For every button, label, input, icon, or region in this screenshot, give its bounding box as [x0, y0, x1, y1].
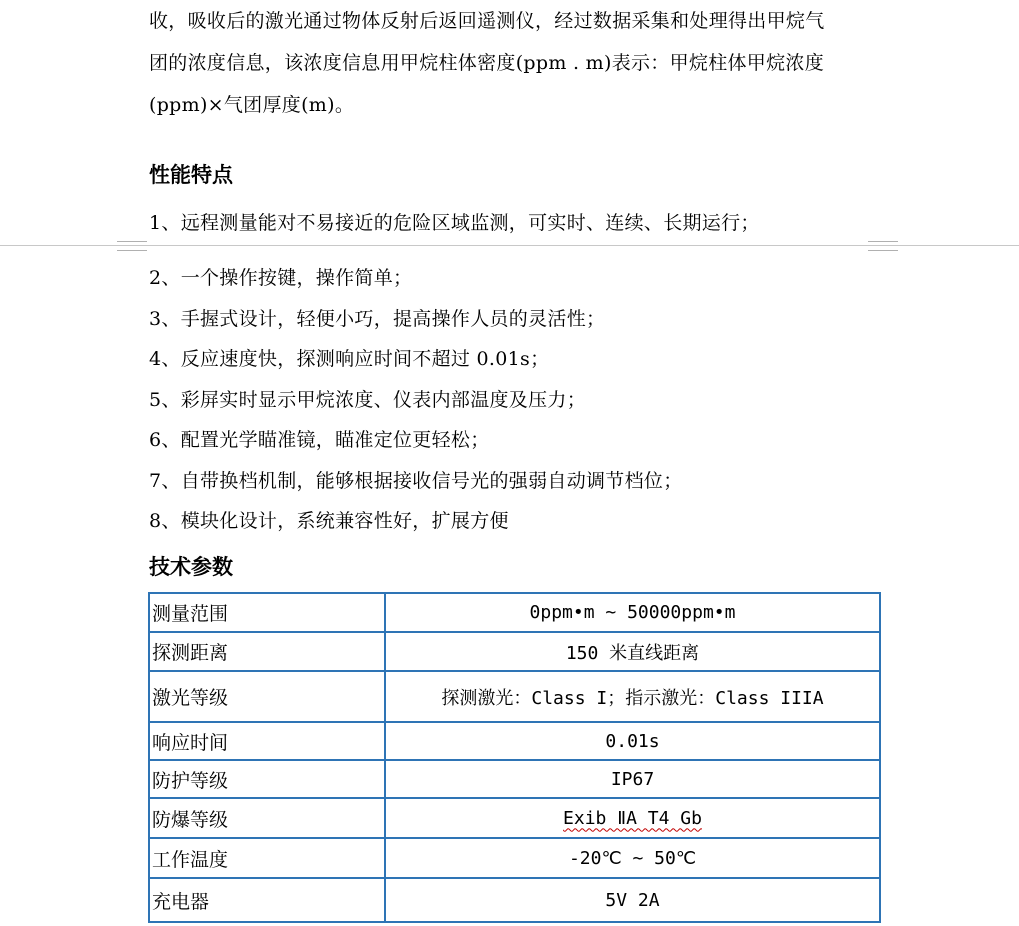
table-row [149, 671, 880, 722]
page-corner-mark-left [117, 239, 147, 253]
spec-value: 探测激光：Class I；指示激光：Class IIIA [385, 671, 880, 722]
table-row [149, 760, 880, 798]
spec-value: -20℃ ~ 50℃ [385, 838, 880, 878]
spec-value [385, 798, 880, 838]
intro-line-2: 团的浓度信息，该浓度信息用甲烷柱体密度(ppm . m)表示：甲烷柱体甲烷浓度 [149, 52, 825, 74]
feature-item: 2、一个操作按键，操作简单； [149, 267, 413, 289]
intro-line-3: (ppm)×气团厚度(m)。 [149, 94, 355, 116]
spec-value: 5V 2A [385, 878, 880, 922]
table-row [149, 878, 880, 922]
spec-key: 测量范围 [149, 593, 385, 632]
feature-item: 3、手握式设计，轻便小巧，提高操作人员的灵活性； [149, 308, 606, 330]
feature-item: 5、彩屏实时显示甲烷浓度、仪表内部温度及压力； [149, 389, 586, 411]
features-heading: 性能特点 [149, 163, 233, 187]
feature-item: 6、配置光学瞄准镜，瞄准定位更轻松； [149, 429, 490, 451]
specs-heading: 技术参数 [149, 555, 233, 579]
table-row [149, 632, 880, 671]
spec-value-text: Exib ⅡA T4 Gb [563, 807, 702, 829]
page-break-line [0, 245, 1019, 246]
spec-key: 工作温度 [149, 838, 385, 878]
specs-table [148, 592, 881, 923]
feature-item: 8、模块化设计，系统兼容性好，扩展方便 [149, 510, 509, 532]
spec-value: IP67 [385, 760, 880, 798]
spec-key: 充电器 [149, 878, 385, 922]
spec-key: 响应时间 [149, 722, 385, 760]
spec-key: 防爆等级 [149, 798, 385, 838]
spec-value: 0ppm•m ~ 50000ppm•m [385, 593, 880, 632]
spec-value: 150 米直线距离 [385, 632, 880, 671]
spec-key: 防护等级 [149, 760, 385, 798]
spec-key: 探测距离 [149, 632, 385, 671]
feature-item: 1、远程测量能对不易接近的危险区域监测，可实时、连续、长期运行； [149, 212, 760, 234]
feature-item: 4、反应速度快，探测响应时间不超过 0.01s； [149, 348, 550, 370]
page-corner-mark-right [868, 239, 898, 253]
table-row [149, 798, 880, 838]
table-row [149, 593, 880, 632]
feature-item: 7、自带换档机制，能够根据接收信号光的强弱自动调节档位； [149, 470, 683, 492]
spec-key: 激光等级 [149, 671, 385, 722]
spec-value: 0.01s [385, 722, 880, 760]
intro-line-1: 收，吸收后的激光通过物体反射后返回遥测仪，经过数据采集和处理得出甲烷气 [149, 10, 825, 32]
table-row [149, 722, 880, 760]
table-row [149, 838, 880, 878]
